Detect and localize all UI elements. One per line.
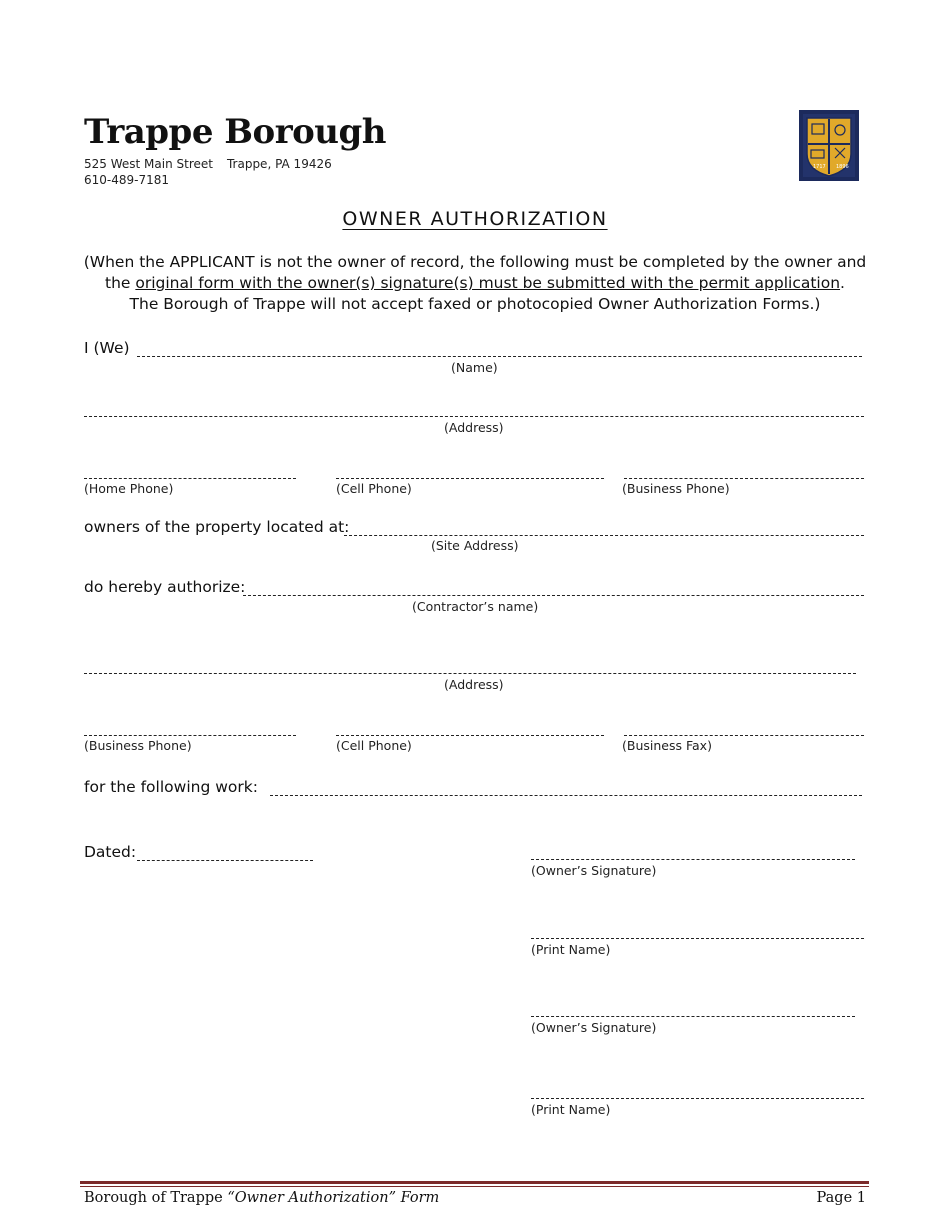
contractor-name-caption: (Contractor’s name) [412,599,539,614]
footer-rule-thin [80,1186,869,1187]
page-number: Page 1 [816,1190,866,1206]
contractor-address-field[interactable] [84,673,856,674]
authorize-label: do hereby authorize: [84,578,246,596]
street-address: 525 West Main Street [84,157,213,171]
property-label: owners of the property located at: [84,518,350,536]
intro-line-2: the original form with the owner(s) signature(s) must be submitted with the permit application. [105,274,845,292]
intro-paragraph [60,252,890,315]
contractor-cell-phone-field[interactable] [336,735,604,736]
owner-signature-caption-1: (Owner’s Signature) [531,863,657,878]
footer-form-title: “Owner Authorization” Form [227,1190,440,1206]
site-address-caption: (Site Address) [431,538,519,553]
print-name-field-1[interactable] [531,938,864,939]
site-address-field[interactable] [344,535,864,536]
footer-form-name: Borough of Trappe “Owner Authorization” Form [84,1190,440,1206]
name-caption: (Name) [451,360,498,375]
owner-address-caption: (Address) [444,420,504,435]
seal-year-left: 1717 [813,164,826,170]
form-title: OWNER AUTHORIZATION [342,208,608,230]
home-phone-field[interactable] [84,478,296,479]
contractor-business-fax-field[interactable] [624,735,864,736]
owner-signature-field-2[interactable] [531,1016,855,1017]
intro-line-3: The Borough of Trappe will not accept faxed or photocopied Owner Authorization Forms.) [129,295,821,313]
work-description-field[interactable] [270,795,862,796]
home-phone-caption: (Home Phone) [84,481,174,496]
owner-business-phone-field[interactable] [624,478,864,479]
print-name-caption-1: (Print Name) [531,942,611,957]
contractor-address-caption: (Address) [444,677,504,692]
contractor-business-phone-caption: (Business Phone) [84,738,192,753]
org-phone: 610-489-7181 [84,173,170,187]
borough-seal-icon [799,110,859,181]
owner-business-phone-caption: (Business Phone) [622,481,730,496]
owner-signature-caption-2: (Owner’s Signature) [531,1020,657,1035]
city-state-zip: Trappe, PA 19426 [226,157,332,171]
intro-underlined-text: original form with the owner(s) signature(s) must be submitted with the permit application [135,274,841,292]
org-address [84,157,332,171]
owner-cell-phone-field[interactable] [336,478,604,479]
footer-rule-thick [80,1181,869,1184]
print-name-caption-2: (Print Name) [531,1102,611,1117]
org-name: Trappe Borough [84,112,387,152]
i-we-label: I (We) [84,339,130,357]
seal-year-right: 1896 [836,164,849,170]
intro-line-1: (When the APPLICANT is not the owner of record, the following must be completed by the owner and [83,253,867,271]
contractor-business-fax-caption: (Business Fax) [622,738,712,753]
owner-address-field[interactable] [84,416,864,417]
contractor-business-phone-field[interactable] [84,735,296,736]
contractor-cell-phone-caption: (Cell Phone) [336,738,412,753]
owner-signature-field-1[interactable] [531,859,855,860]
owner-cell-phone-caption: (Cell Phone) [336,481,412,496]
date-field[interactable] [137,860,313,861]
contractor-name-field[interactable] [243,595,864,596]
work-label: for the following work: [84,778,258,796]
owner-name-field[interactable] [137,356,862,357]
print-name-field-2[interactable] [531,1098,864,1099]
dated-label: Dated: [84,843,137,861]
